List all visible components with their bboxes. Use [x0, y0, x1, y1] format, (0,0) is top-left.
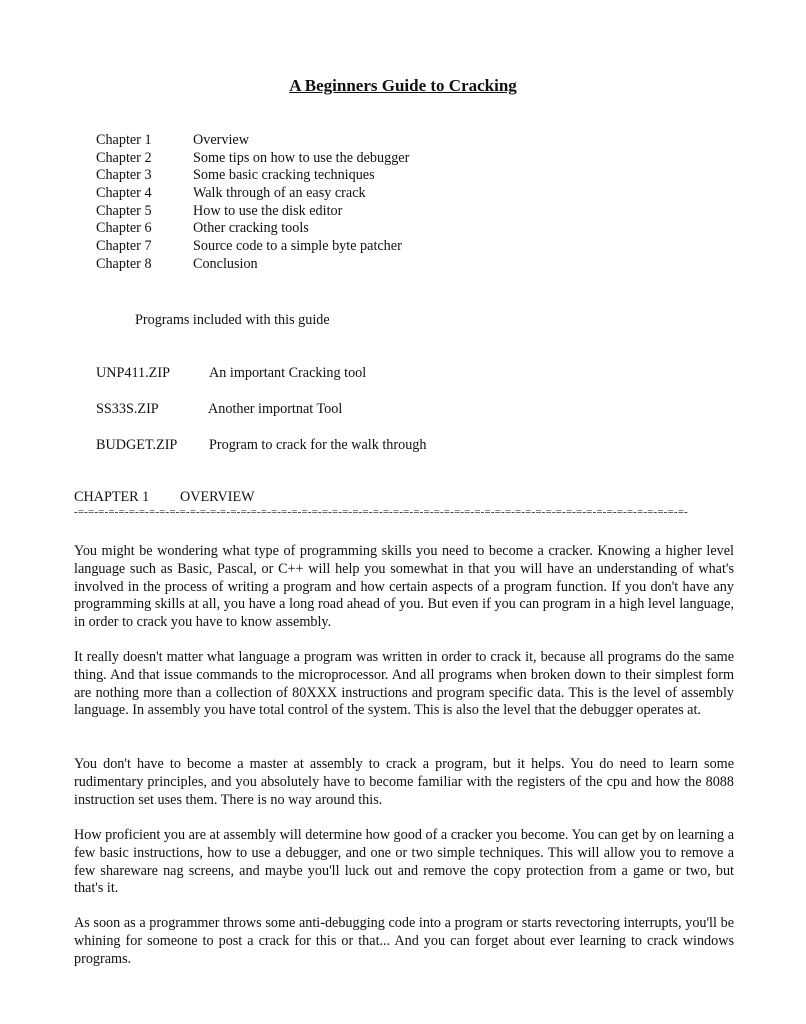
- toc-chapter-label: Chapter 2: [96, 149, 152, 166]
- chapter-1-paragraph-2: It really doesn't matter what language a program was written in order to crack it, because all programs do the same thing. And that issue commands to the microprocessor. And all programs when broken down to their simplest form are nothing more than a collection of 80XXX instructions and program specific data. This is the level of assembly language. In assembly you have total control of the system. This is also the level that the debugger operates at.: [74, 649, 734, 719]
- table-of-contents: [96, 132, 409, 274]
- toc-row-chapter-3: [96, 167, 409, 185]
- program-description: Program to crack for the walk through: [209, 437, 427, 453]
- program-file-name: SS33S.ZIP: [96, 401, 159, 417]
- toc-chapter-title: Overview: [193, 132, 249, 148]
- program-row-budget: [96, 436, 426, 454]
- toc-chapter-title: Conclusion: [193, 255, 258, 272]
- chapter-1-paragraph-1: You might be wondering what type of programming skills you need to become a cracker. Knowing a higher level language such as Basic, Pascal, or C++ will help you somewhat in that you will have an understanding of what's involved in the process of writing a program and how certain aspects of a program function. If you don't have any programming skills at all, you have a long road ahead of you. But even if you can program in a high level language, in order to crack you have to know assembly.: [74, 543, 734, 631]
- chapter-divider-rule: -=-=-=-=-=-=-=-=-=-=-=-=-=-=-=-=-=-=-=-=-=-=-=-=-=-=-=-=-=-=-=-=-=-=-=-=-=-=-=-=-=-=-=-=-=-=-=-=-=-=-=-=-=-=-=-=-=-=-=-=-: [74, 506, 688, 518]
- toc-chapter-title: Some basic cracking techniques: [193, 167, 375, 184]
- toc-chapter-label: Chapter 3: [96, 167, 152, 184]
- toc-chapter-label: Chapter 4: [96, 185, 152, 202]
- toc-chapter-title: How to use the disk editor: [193, 202, 343, 219]
- toc-chapter-label: Chapter 7: [96, 238, 152, 255]
- program-description: An important Cracking tool: [209, 365, 367, 381]
- toc-row-chapter-2: [96, 150, 409, 168]
- program-file-name: BUDGET.ZIP: [96, 437, 178, 453]
- program-description: Another importnat Tool: [208, 401, 343, 417]
- toc-chapter-title: Other cracking tools: [193, 220, 309, 237]
- toc-chapter-title: Some tips on how to use the debugger: [193, 149, 410, 166]
- toc-row-chapter-1: [96, 132, 409, 150]
- program-row-unp411: [96, 364, 366, 382]
- toc-chapter-title: Source code to a simple byte patcher: [193, 238, 402, 255]
- toc-row-chapter-4: [96, 185, 409, 203]
- chapter-1-heading: [74, 488, 255, 506]
- program-file-name: UNP411.ZIP: [96, 365, 170, 381]
- toc-row-chapter-7: [96, 238, 409, 256]
- program-row-ss33s: [96, 400, 342, 418]
- chapter-number: CHAPTER 1: [74, 489, 150, 505]
- chapter-1-paragraph-3: You don't have to become a master at assembly to crack a program, but it helps. You do need to learn some rudimentary principles, and you absolutely have to become familiar with the registers of the cpu and how the 8088 instruction set uses them. There is no way around this.: [74, 756, 734, 808]
- toc-chapter-label: Chapter 1: [96, 132, 152, 148]
- toc-row-chapter-6: [96, 220, 409, 238]
- toc-row-chapter-5: [96, 203, 409, 221]
- programs-heading: Programs included with this guide: [135, 312, 330, 328]
- toc-chapter-label: Chapter 6: [96, 220, 152, 237]
- chapter-name: OVERVIEW: [180, 489, 255, 505]
- toc-row-chapter-8: [96, 256, 409, 274]
- document-title: A Beginners Guide to Cracking: [289, 76, 517, 95]
- toc-chapter-title: Walk through of an easy crack: [193, 185, 366, 202]
- chapter-1-paragraph-5: As soon as a programmer throws some anti-debugging code into a program or starts revectoring interrupts, you'll be whining for someone to post a crack for this or that... And you can forget about ever learning to crack windows programs.: [74, 915, 734, 967]
- chapter-1-paragraph-4: How proficient you are at assembly will determine how good of a cracker you become. You can get by on learning a few basic instructions, how to use a debugger, and one or two simple techniques. This will allow you to remove a few shareware nag screens, and maybe you'll luck out and remove the copy protection from a game or two, but that's it.: [74, 827, 734, 897]
- toc-chapter-label: Chapter 5: [96, 202, 152, 219]
- toc-chapter-label: Chapter 8: [96, 255, 152, 272]
